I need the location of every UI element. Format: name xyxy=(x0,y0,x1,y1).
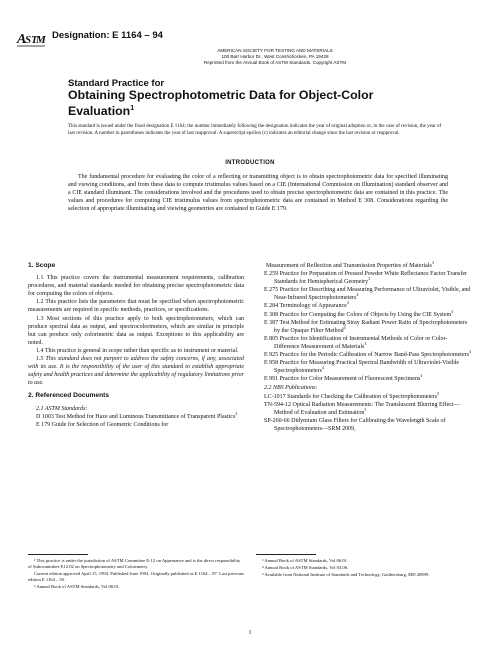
right-column xyxy=(256,262,472,433)
reference-item: E 991 Practice for Color Measurement of Fluorescent Specimens$^3$ xyxy=(264,373,423,383)
scope-paragraph: 1.2 This practice lists the parameters that must be specified when spectrophotometric measurements are required in specific methods, practices, or specifications. xyxy=(28,299,244,314)
footnote: ³ Annual Book of ASTM Standards, Vol 06.01. xyxy=(262,558,348,563)
reference-item: E 308 Practice for Computing the Colors of Objects by Using the CIE System$^3$ xyxy=(264,308,454,318)
reference-item: E 284 Terminology of Appearance$^3$ xyxy=(264,300,349,310)
astm-logo-icon xyxy=(16,28,46,50)
publisher-block xyxy=(150,48,400,66)
footnotes-left xyxy=(28,558,244,591)
svg-text:A: A xyxy=(17,32,27,47)
footnote-rule xyxy=(28,554,88,555)
svg-text:S: S xyxy=(25,34,32,46)
scope-paragraph: 1.4 This practice is general in scope rather than specific as to instrument or material. xyxy=(36,347,239,354)
title-line-2: Evaluation$^1$ xyxy=(68,104,135,119)
footnote: ⁵ Available from National Institute of Standards and Technology, Gaithersburg, MD 20899. xyxy=(262,572,430,577)
section-heading-scope: 1. Scope xyxy=(28,262,56,269)
issuance-notice: This standard is issued under the fixed designation E 1164; the number immediately following the designation indicates the year of original adoption or, in the case of revision, the year of last revision. A number in parentheses indicates the year of last reapproval. A superscript epsilon (ε) indicates an editorial change since the last revision or reapproval. xyxy=(68,124,442,136)
introduction-heading: INTRODUCTION xyxy=(225,160,275,166)
reference-item-continued: Measurement of Reflection and Transmission Properties of Materials$^3$ xyxy=(266,260,434,269)
footnotes-right xyxy=(256,558,472,579)
svg-text:T: T xyxy=(31,34,38,46)
subsection-astm-standards: 2.1 ASTM Standards: xyxy=(36,405,88,412)
title-prefix: Standard Practice for xyxy=(68,78,165,89)
reference-item: LC-1017 Standards for Checking the Calibration of Spectrophotometers$^5$ xyxy=(264,390,440,400)
reference-item: SP-260-66 Didymium Glass Filters for Calibrating the Wavelength Scale of Spectrophotometers—SRM 2009, xyxy=(264,417,446,432)
reference-item: E 179 Guide for Selection of Geometric Conditions for xyxy=(36,421,169,428)
left-column xyxy=(28,262,244,429)
title-line-1: Obtaining Spectrophotometric Data for Object-Color xyxy=(68,88,374,102)
reference-item: E 805 Practice for Identification of Instrumental Methods of Color or Color-Difference Measurement of Materials$^3$ xyxy=(264,335,448,350)
reference-item: E 958 Practice for Measuring Practical Spectral Bandwidth of Ultraviolet-Visible Spectrophotometers$^4$ xyxy=(264,360,460,375)
reference-item: E 275 Practice for Describing and Measuring Performance of Ultraviolet, Visible, and Near-Infrared Spectrophotometers$^4$ xyxy=(264,287,471,302)
reference-item: E 387 Test Method for Estimating Stray Radiant Power Ratio of Spectrophotometers by the Opaque Filter Method$^4$ xyxy=(264,319,468,334)
publisher-line: Reprinted from the Annual Book of ASTM Standards. Copyright ASTM xyxy=(203,60,347,65)
reference-item: D 1003 Test Method for Haze and Luminous Transmittance of Transparent Plastics$^2$ xyxy=(36,410,238,420)
safety-statement: 1.5 This standard does not purport to address the safety concerns, if any, associated with its use. It is the responsibility of the user of this standard to establish appropriate safety and health practices and determine the applicability of regulatory limitations prior to use. xyxy=(28,356,244,387)
subsection-nbs-publications: 2.2 NBS Publications: xyxy=(264,385,318,392)
reference-item: E 259 Practice for Preparation of Pressed Powder White Reflectance Factor Transfer Standards for Hemispherical Geometry$^3$ xyxy=(264,271,467,286)
section-heading-referenced-documents: 2. Referenced Documents xyxy=(28,392,109,400)
footnote: ² Annual Book of ASTM Standards, Vol 08.01. xyxy=(34,584,120,589)
reference-item: E 925 Practice for the Periodic Calibration of Narrow Band-Pass Spectrophotometers$^4$ xyxy=(264,349,471,359)
reference-item: TN-594-12 Optical Radiation Measurements: The Transluscent Blurring Effect—Method of Evaluation and Estimation$^5$ xyxy=(264,401,460,416)
publisher-line: 100 Barr Harbor Dr., West Conshohocken, PA 19428 xyxy=(221,54,329,59)
title-footnote-mark: 1 xyxy=(130,105,135,112)
page-number: 1 xyxy=(248,630,252,636)
designation: Designation: E 1164 – 94 xyxy=(52,30,163,41)
introduction-text: The fundamental procedure for evaluating the color of a reflecting or transmitting object is to obtain spectrophotometric data for specified illuminating and viewing conditions, and from these data to compute tristimulus values based on a CIE (International Commission on Illumination) standard observer and a CIE standard illuminant. The considerations involved and the procedures used to obtain precise spectrophotometric data are contained in this practice. The values and procedures for computing CIE tristimulus values from spectrophotometric data are contained in Method E 308. Considerations regarding the selection of appropriate illuminating and viewing geometries are contained in Guide E 179. xyxy=(68,174,448,213)
footnote: ¹ This practice is under the jurisdiction of ASTM Committee E-12 on Appearance and is the direct responsibility of Subcommittee E12.02 on Spectrophotometry and Colorimetry. xyxy=(28,558,241,569)
svg-text:M: M xyxy=(36,34,46,46)
scope-paragraph: 1.3 Most sections of this practice apply to both spectrophotometers, which can produce spectral data as output, and spectrocolorimeters, which are similar in principle but can produce only colorimetric data as output. Exceptions to this applicability are noted. xyxy=(28,315,244,346)
footnote-rule xyxy=(256,554,316,555)
document-title xyxy=(68,78,448,118)
publisher-line: AMERICAN SOCIETY FOR TESTING AND MATERIALS xyxy=(217,48,333,53)
footnote: Current edition approved April 15, 1994. Published June 1994. Originally published as E 1164 – 87. Last previous edition E 1164 – 93. xyxy=(28,571,244,582)
scope-paragraph: 1.1 This practice covers the instrumental measurement requirements, calibration procedures, and material standards needed for obtaining precise spectrophotometric data for computing the colors of objects. xyxy=(28,275,244,298)
footnote: ⁴ Annual Book of ASTM Standards, Vol 03.06. xyxy=(262,565,349,570)
